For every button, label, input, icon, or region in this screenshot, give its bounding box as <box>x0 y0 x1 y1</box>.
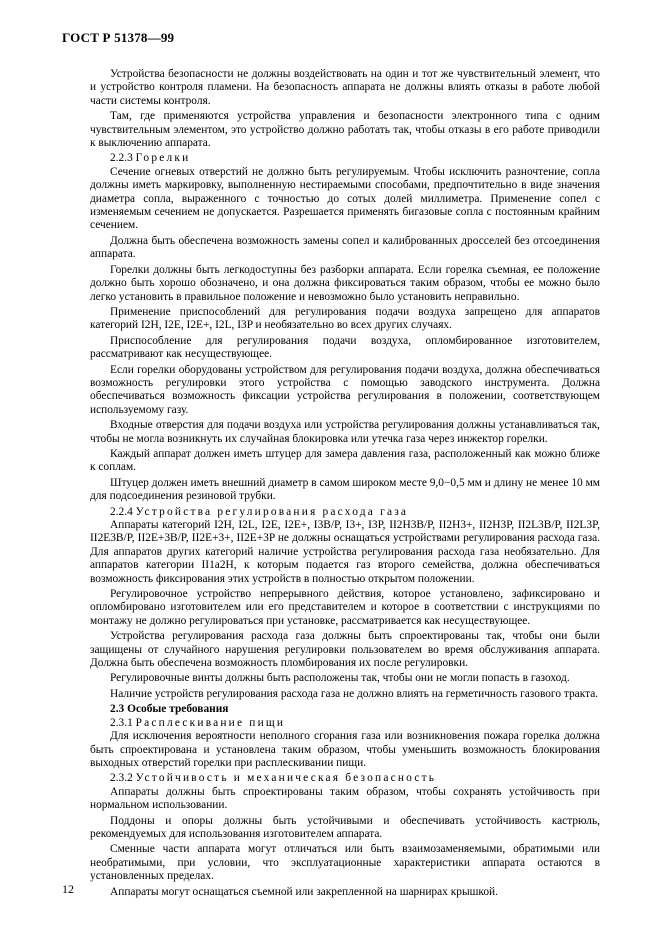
paragraph: Регулировочное устройство непрерывного действия, которое установлено, зафиксировано и опломбировано изготовителем или его представителем и которое в соответствии с инструкциями по монтажу не должно регулироваться при установке, рассматривается как несуществующее. <box>90 588 600 627</box>
paragraph: Штуцер должен иметь внешний диаметр в самом широком месте 9,0−0,5 мм и длину не менее 10 мм для подсоединения резиновой трубки. <box>90 476 600 503</box>
section-heading <box>90 152 600 165</box>
document-body <box>90 68 600 901</box>
paragraph: Регулировочные винты должны быть расположены так, чтобы они не могли попасть в газоход. <box>110 672 570 685</box>
paragraph: Каждый аппарат должен иметь штуцер для замера давления газа, расположенный как можно ближе к соплам. <box>90 447 600 474</box>
section-heading <box>90 506 600 519</box>
paragraph: Приспособление для регулирования подачи воздуха, опломбированное изготовителем, рассматривают как несуществующее. <box>90 334 600 361</box>
paragraph: Аппараты могут оснащаться съемной или закрепленной на шарнирах крышкой. <box>110 885 498 898</box>
paragraph: Аппараты должны быть спроектированы таким образом, чтобы сохранять устойчивость при нормальном использовании. <box>90 785 600 812</box>
section-number: 2.2.4 <box>110 505 133 518</box>
section-number: 2.3.2 <box>110 772 133 785</box>
section-title: Расплескивание пищи <box>135 716 286 729</box>
section-number: 2.3 <box>110 703 125 716</box>
section-title: Особые требования <box>127 703 229 716</box>
section-heading <box>90 703 600 716</box>
paragraph: Должна быть обеспечена возможность замены сопел и калиброванных дросселей без отсоединения аппарата. <box>90 234 600 261</box>
section-title: Устойчивость и механическая безопасность <box>135 772 437 785</box>
paragraph: Устройства безопасности не должны воздействовать на один и тот же чувствительный элемент, что и устройство контроля пламени. На безопасность аппарата не должны влиять отказы в работе любой части системы контроля. <box>90 68 600 107</box>
paragraph: Там, где применяются устройства управления и безопасности электронного типа с одним чувствительным элементом, это устройство должно работать так, чтобы отказы в его работе приводили к выключению аппарата. <box>90 110 600 150</box>
document-header: ГОСТ Р 51378—99 <box>62 30 175 45</box>
section-title: Горелки <box>135 152 191 165</box>
paragraph: Сечение огневых отверстий не должно быть регулируемым. Чтобы исключить разночтение, сопла должны иметь маркировку, выполненную нестираемыми способами, предпочтительно в виде значения диаметра сопла, выраженного с точностью до сотых долей миллиметра. Применение сопел с изменяемым сечением не допускается. Разрешается применять бигазовые сопла с постоянным крайним сечением. <box>90 165 600 232</box>
paragraph: Поддоны и опоры должны быть устойчивыми и обеспечивать устойчивость кастрюль, рекомендуемых для использования изготовителем аппарата. <box>90 814 600 840</box>
paragraph: Наличие устройств регулирования расхода газа не должно влиять на герметичность газового тракта. <box>110 687 599 700</box>
section-title: Устройства регулирования расхода газа <box>135 505 409 518</box>
paragraph: Применение приспособлений для регулирования подачи воздуха запрещено для аппаратов категорий I2H, I2E, I2E+, I2L, I3P и необязательно во всех других случаях. <box>90 305 600 332</box>
section-number: 2.2.3 <box>110 152 133 165</box>
page-number: 12 <box>62 882 74 896</box>
paragraph: Входные отверстия для подачи воздуха или устройства регулирования должны устанавливаться так, чтобы не могла возникнуть их случайная блокировка или утечка газа через инжектор горелки. <box>90 419 600 445</box>
section-heading <box>90 772 600 785</box>
section-number: 2.3.1 <box>110 716 133 729</box>
paragraph: Для исключения вероятности неполного сгорания газа или возникновения пожара горелка должна быть спроектирована и установлена таким образом, чтобы уменьшить возможность блокирования выходных отверстий горелки при расплескивании пищи. <box>90 730 600 769</box>
paragraph: Горелки должны быть легкодоступны без разборки аппарата. Если горелка съемная, ее положение должно быть хорошо обозначено, и она должна фиксироваться таким образом, чтобы ее можно было легко установить в правильное положение и невозможно было установить неправильно. <box>90 263 600 303</box>
paragraph: Если горелки оборудованы устройством для регулирования подачи воздуха, должна обеспечиваться возможность регулировки этого устройства с помощью заводского инструмента. Должна обеспечиваться возможность фиксации устройства регулирования в положении, соответствующем используемому газу. <box>90 363 600 416</box>
paragraph: Сменные части аппарата могут отличаться или быть взаимозаменяемыми, обратимыми или необратимыми, при условии, что эксплуатационные характеристики аппарата остаются в установленных пределах. <box>90 843 600 883</box>
paragraph: Устройства регулирования расхода газа должны быть спроектированы так, чтобы они были защищены от случайного нарушения регулировки пользователем во время обслуживания аппарата. Должна быть обеспечена возможность пломбирования их после регулировки. <box>90 630 600 670</box>
section-heading <box>90 717 600 730</box>
paragraph: Аппараты категорий I2H, I2L, I2E, I2E+, I3B/P, I3+, I3P, II2H3B/P, II2H3+, II2H3P, II2L3B/P, II2L3P, II2E3B/P, II2E+3B/P, II2E+3+, II2E+3P не должны оснащаться устройствами регулирования расхода газа. Для аппаратов других категорий наличие устройства регулирования расхода газа необязательно. Для аппаратов категории II1a2H, к которым подается газ второго семейства, должна обеспечиваться возможность фиксирования этих устройств в полностью открытом положении. <box>90 519 600 585</box>
